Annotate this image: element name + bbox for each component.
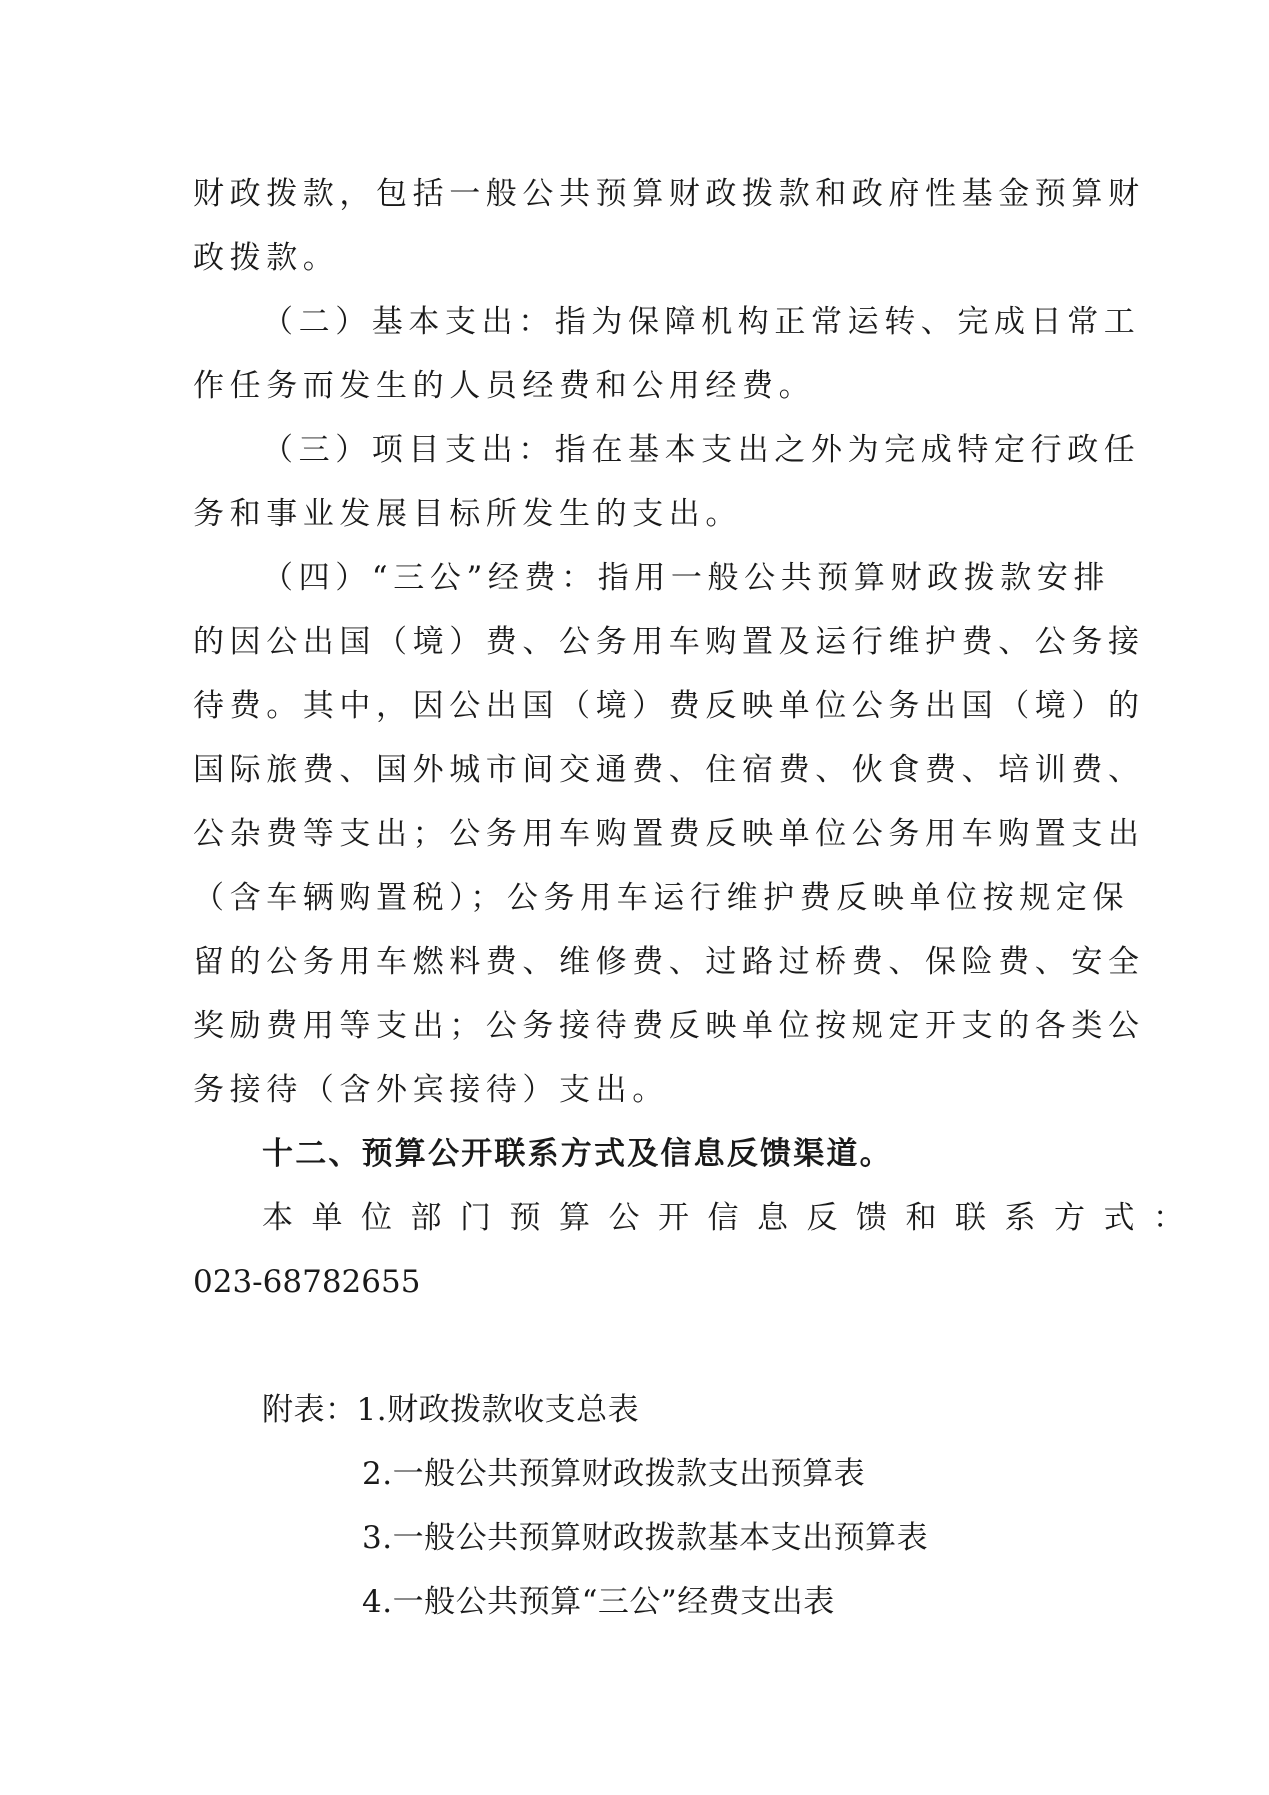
attachment-item: 2.一般公共预算财政拨款支出预算表 <box>362 1456 866 1492</box>
attachment-label: 附表：1.财政拨款收支总表 <box>262 1392 640 1428</box>
body-line: 财政拨款，包括一般公共预算财政拨款和政府性基金预算财 <box>193 176 1145 212</box>
body-line: 公杂费等支出；公务用车购置费反映单位公务用车购置支出 <box>193 816 1145 852</box>
body-line: 的因公出国（境）费、公务用车购置及运行维护费、公务接 <box>193 624 1145 660</box>
attachment-item: 3.一般公共预算财政拨款基本支出预算表 <box>362 1520 929 1556</box>
body-line: 留的公务用车燃料费、维修费、过路过桥费、保险费、安全 <box>193 944 1145 980</box>
body-line: 待费。其中，因公出国（境）费反映单位公务出国（境）的 <box>193 688 1145 724</box>
body-line: 务和事业发展目标所发生的支出。 <box>193 496 742 532</box>
body-line: 政拨款。 <box>193 240 340 276</box>
contact-label: 本单位部门预算公开信息反馈和联系方式： <box>262 1200 1203 1236</box>
body-line: （二）基本支出：指为保障机构正常运转、完成日常工 <box>262 304 1141 340</box>
body-line: （含车辆购置税）；公务用车运行维护费反映单位按规定保 <box>193 880 1130 916</box>
body-line: 国际旅费、国外城市间交通费、住宿费、伙食费、培训费、 <box>193 752 1145 788</box>
body-line: （四）“三公”经费：指用一般公共预算财政拨款安排 <box>262 560 1111 596</box>
section-heading: 十二、预算公开联系方式及信息反馈渠道。 <box>262 1136 893 1172</box>
body-line: 奖励费用等支出；公务接待费反映单位按规定开支的各类公 <box>193 1008 1145 1044</box>
attachment-item: 4.一般公共预算“三公”经费支出表 <box>362 1584 835 1620</box>
contact-phone: 023-68782655 <box>193 1264 421 1300</box>
body-line: （三）项目支出：指在基本支出之外为完成特定行政任 <box>262 432 1141 468</box>
body-line: 务接待（含外宾接待）支出。 <box>193 1072 669 1108</box>
body-line: 作任务而发生的人员经费和公用经费。 <box>193 368 816 404</box>
